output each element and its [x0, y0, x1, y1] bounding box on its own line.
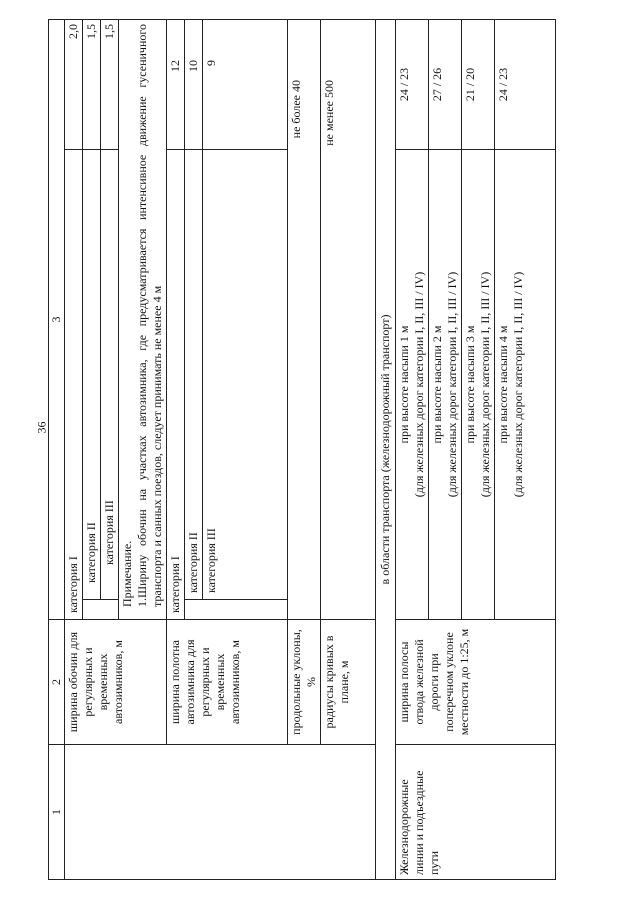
- roadbed-v1: 12: [167, 20, 185, 150]
- railway-item-sub: (для железных дорог категории I, II, III / IV): [444, 271, 459, 498]
- shoulder-v2: 1,5: [83, 20, 101, 150]
- shoulder-cat1: категория I: [65, 150, 83, 620]
- header-col-3: 3: [49, 20, 65, 620]
- curves-value: не менее 500: [320, 20, 375, 620]
- railway-item-4: [494, 150, 555, 620]
- note-text: 1.Ширину обочин на участках автозимника, где предусматривается интенсивное движение гусеничного транспорта и санных поездов, следует принимать не менее 4 м: [135, 24, 164, 607]
- note-title: Примечание.: [120, 540, 134, 607]
- railway-item-label: при высоте насыпи 4 м: [495, 325, 510, 444]
- roadbed-cat2: категория II: [185, 150, 203, 600]
- railway-value-4: 24 / 23: [494, 20, 555, 150]
- railway-item-sub: (для железных дорог категории I, II, III / IV): [411, 271, 426, 498]
- slopes-param: продольные уклоны, %: [287, 620, 320, 745]
- railway-value-2: 27 / 26: [428, 20, 461, 150]
- roadbed-v3: 9: [203, 20, 288, 150]
- table-row: [375, 20, 395, 880]
- header-col-1: 1: [49, 745, 65, 880]
- norms-table: [48, 19, 556, 880]
- table-row: [395, 20, 428, 880]
- page-number: 36: [34, 421, 49, 434]
- railway-item-3: [461, 150, 494, 620]
- shoulder-v3: 1,5: [101, 20, 119, 150]
- railway-item-label: при высоте насыпи 1 м: [396, 325, 411, 444]
- shoulder-v1: 2,0: [65, 20, 83, 150]
- railway-item-sub: (для железных дорог категории I, II, III / IV): [477, 271, 492, 498]
- section-title: в области транспорта (железнодорожный транспорт): [375, 20, 395, 880]
- header-col-2: 2: [49, 620, 65, 745]
- object-cell-empty: [65, 745, 376, 880]
- header-row: [49, 20, 65, 880]
- railway-object: Железнодорожные линии и подъездные пути: [395, 745, 555, 880]
- roadbed-v2: 10: [185, 20, 203, 150]
- curves-param: радиусы кривых в плане, м: [320, 620, 375, 745]
- railway-item-label: при высоте насыпи 2 м: [429, 325, 444, 444]
- railway-item-sub: (для железных дорог категории I, II, III / IV): [510, 271, 525, 498]
- railway-value-1: 24 / 23: [395, 20, 428, 150]
- roadbed-cat1: категория I: [167, 150, 185, 620]
- roadbed-param: ширина полотна автозимника для регулярных и временных автозимников, м: [167, 620, 288, 745]
- roadbed-cat3: категория III: [203, 150, 288, 600]
- railway-item-2: [428, 150, 461, 620]
- shoulder-cat3: категория III: [101, 150, 119, 600]
- shoulder-cat2: категория II: [83, 150, 101, 600]
- shoulder-note: [119, 20, 167, 620]
- railway-item-label: при высоте насыпи 3 м: [462, 325, 477, 444]
- railway-value-3: 21 / 20: [461, 20, 494, 150]
- table-row: [65, 20, 83, 880]
- railway-param: ширина полосы отвода железной дороги при поперечном уклоне местности до 1:25, м: [395, 620, 555, 745]
- rotated-table-page: [48, 20, 558, 880]
- shoulder-param: ширина обочин для регулярных и временных автозимников, м: [65, 620, 167, 745]
- railway-item-1: [395, 150, 428, 620]
- slopes-value: не более 40: [287, 20, 320, 620]
